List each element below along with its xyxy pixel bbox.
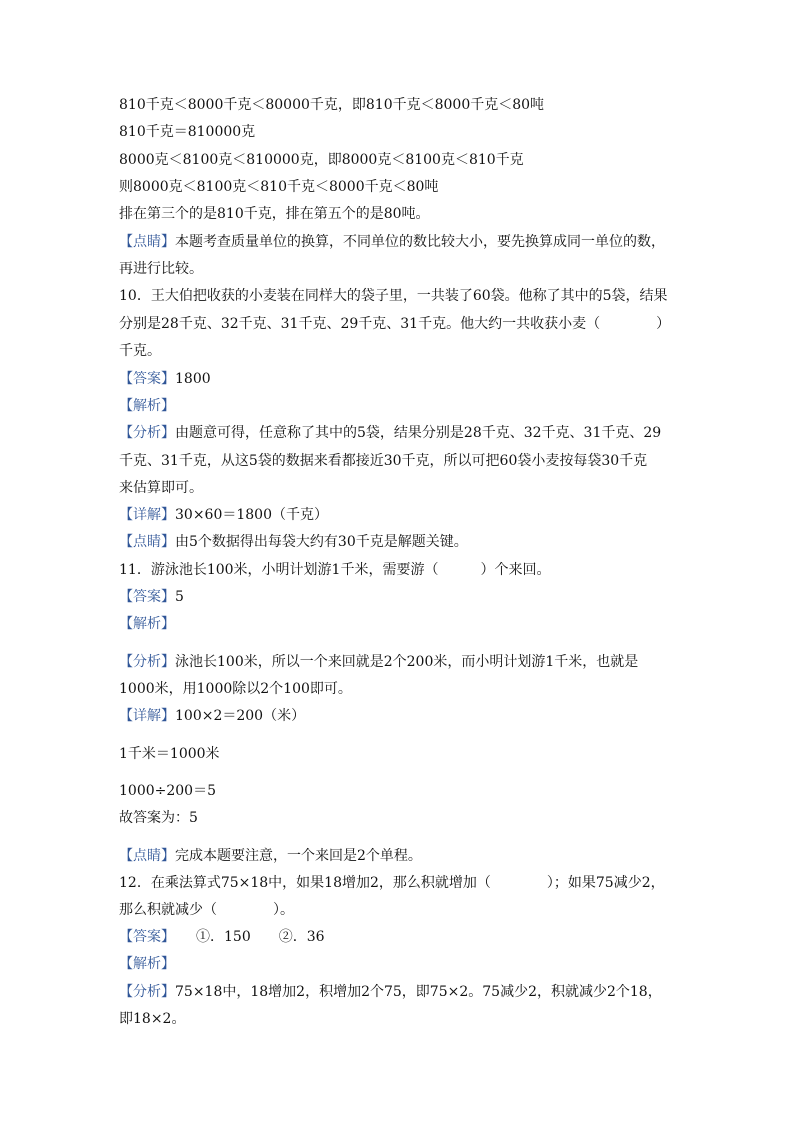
- dianjing-tag: 【点睛】: [119, 234, 175, 250]
- answer-line: [119, 587, 184, 607]
- text-line: 1000米，用1000除以2个100即可。: [119, 681, 352, 697]
- dianjing-tag: 【点睛】: [119, 534, 175, 550]
- text-line: 再进行比较。: [119, 261, 203, 277]
- fenxi-tag: 【分析】: [119, 654, 175, 670]
- dianjing-text: 本题考查质量单位的换算，不同单位的数比较大小，要先换算成同一单位的数，: [175, 234, 665, 250]
- xiangjie-line: [119, 706, 305, 726]
- answer-line: [119, 927, 325, 947]
- answer-text: ①．150 ②．36: [168, 929, 325, 945]
- question-11-line: 11．游泳池长100米，小明计划游1千米，需要游（ ）个来回。: [119, 562, 551, 578]
- answer-tag: 【答案】: [119, 589, 175, 605]
- text-line: 排在第三个的是810千克，排在第五个的是80吨。: [119, 206, 430, 222]
- text-line: 1千米＝1000米: [119, 746, 220, 762]
- fenxi-text: 75×18中，18增加2，积增加2个75，即75×2。75减少2，积就减少2个18，: [175, 984, 662, 1000]
- text-line: 来估算即可。: [119, 480, 203, 496]
- analysis-tag: 【解析】: [119, 616, 175, 632]
- text-line: 千克、31千克，从这5袋的数据来看都接近30千克，所以可把60袋小麦按每袋30千克: [119, 453, 648, 469]
- dianjing-text: 完成本题要注意，一个来回是2个单程。: [175, 848, 422, 864]
- answer-tag: 【答案】: [119, 929, 168, 945]
- fenxi-line: [119, 423, 661, 443]
- question-12-line: 那么积就减少（ ）。: [119, 902, 294, 918]
- text-line: 即18×2。: [119, 1011, 186, 1027]
- fenxi-tag: 【分析】: [119, 425, 175, 441]
- xiangjie-tag: 【详解】: [119, 507, 175, 523]
- analysis-line: [119, 614, 175, 634]
- question-10-line: 10．王大伯把收获的小麦装在同样大的袋子里，一共装了60袋。他称了其中的5袋，结果: [119, 288, 668, 304]
- analysis-tag: 【解析】: [119, 956, 175, 972]
- dianjing-line: [119, 232, 665, 252]
- question-10-line: 千克。: [119, 343, 161, 359]
- answer-line: [119, 369, 211, 389]
- question-12-line: 12．在乘法算式75×18中，如果18增加2，那么积就增加（ ）；如果75减少2，: [119, 875, 665, 891]
- fenxi-line: [119, 982, 662, 1002]
- analysis-line: [119, 396, 175, 416]
- xiangjie-tag: 【详解】: [119, 708, 175, 724]
- analysis-line: [119, 954, 175, 974]
- xiangjie-text: 100×2＝200（米）: [175, 708, 306, 724]
- answer-tag: 【答案】: [119, 371, 175, 387]
- xiangjie-text: 30×60＝1800（千克）: [175, 507, 328, 523]
- text-line: 8000克＜8100克＜810000克，即8000克＜8100克＜810千克: [119, 152, 524, 168]
- answer-text: 5: [175, 589, 184, 605]
- fenxi-line: [119, 652, 638, 672]
- answer-text: 1800: [175, 371, 211, 387]
- dianjing-line: [119, 532, 468, 552]
- text-line: 则8000克＜8100克＜810千克＜8000千克＜80吨: [119, 179, 439, 195]
- xiangjie-line: [119, 505, 328, 525]
- fenxi-tag: 【分析】: [119, 984, 175, 1000]
- analysis-tag: 【解析】: [119, 398, 175, 414]
- text-line: 810千克＝810000克: [119, 124, 256, 140]
- text-line: 故答案为：5: [119, 810, 198, 826]
- dianjing-text: 由5个数据得出每袋大约有30千克是解题关键。: [175, 534, 468, 550]
- dianjing-tag: 【点睛】: [119, 848, 175, 864]
- text-line: 810千克＜8000千克＜80000千克，即810千克＜8000千克＜80吨: [119, 97, 545, 113]
- dianjing-line: [119, 846, 422, 866]
- question-10-line: 分别是28千克、32千克、31千克、29千克、31千克。他大约一共收获小麦（ ）: [119, 316, 671, 332]
- fenxi-text: 由题意可得，任意称了其中的5袋，结果分别是28千克、32千克、31千克、29: [175, 425, 662, 441]
- text-line: 1000÷200＝5: [119, 783, 216, 799]
- fenxi-text: 泳池长100米，所以一个来回就是2个200米，而小明计划游1千米，也就是: [175, 654, 639, 670]
